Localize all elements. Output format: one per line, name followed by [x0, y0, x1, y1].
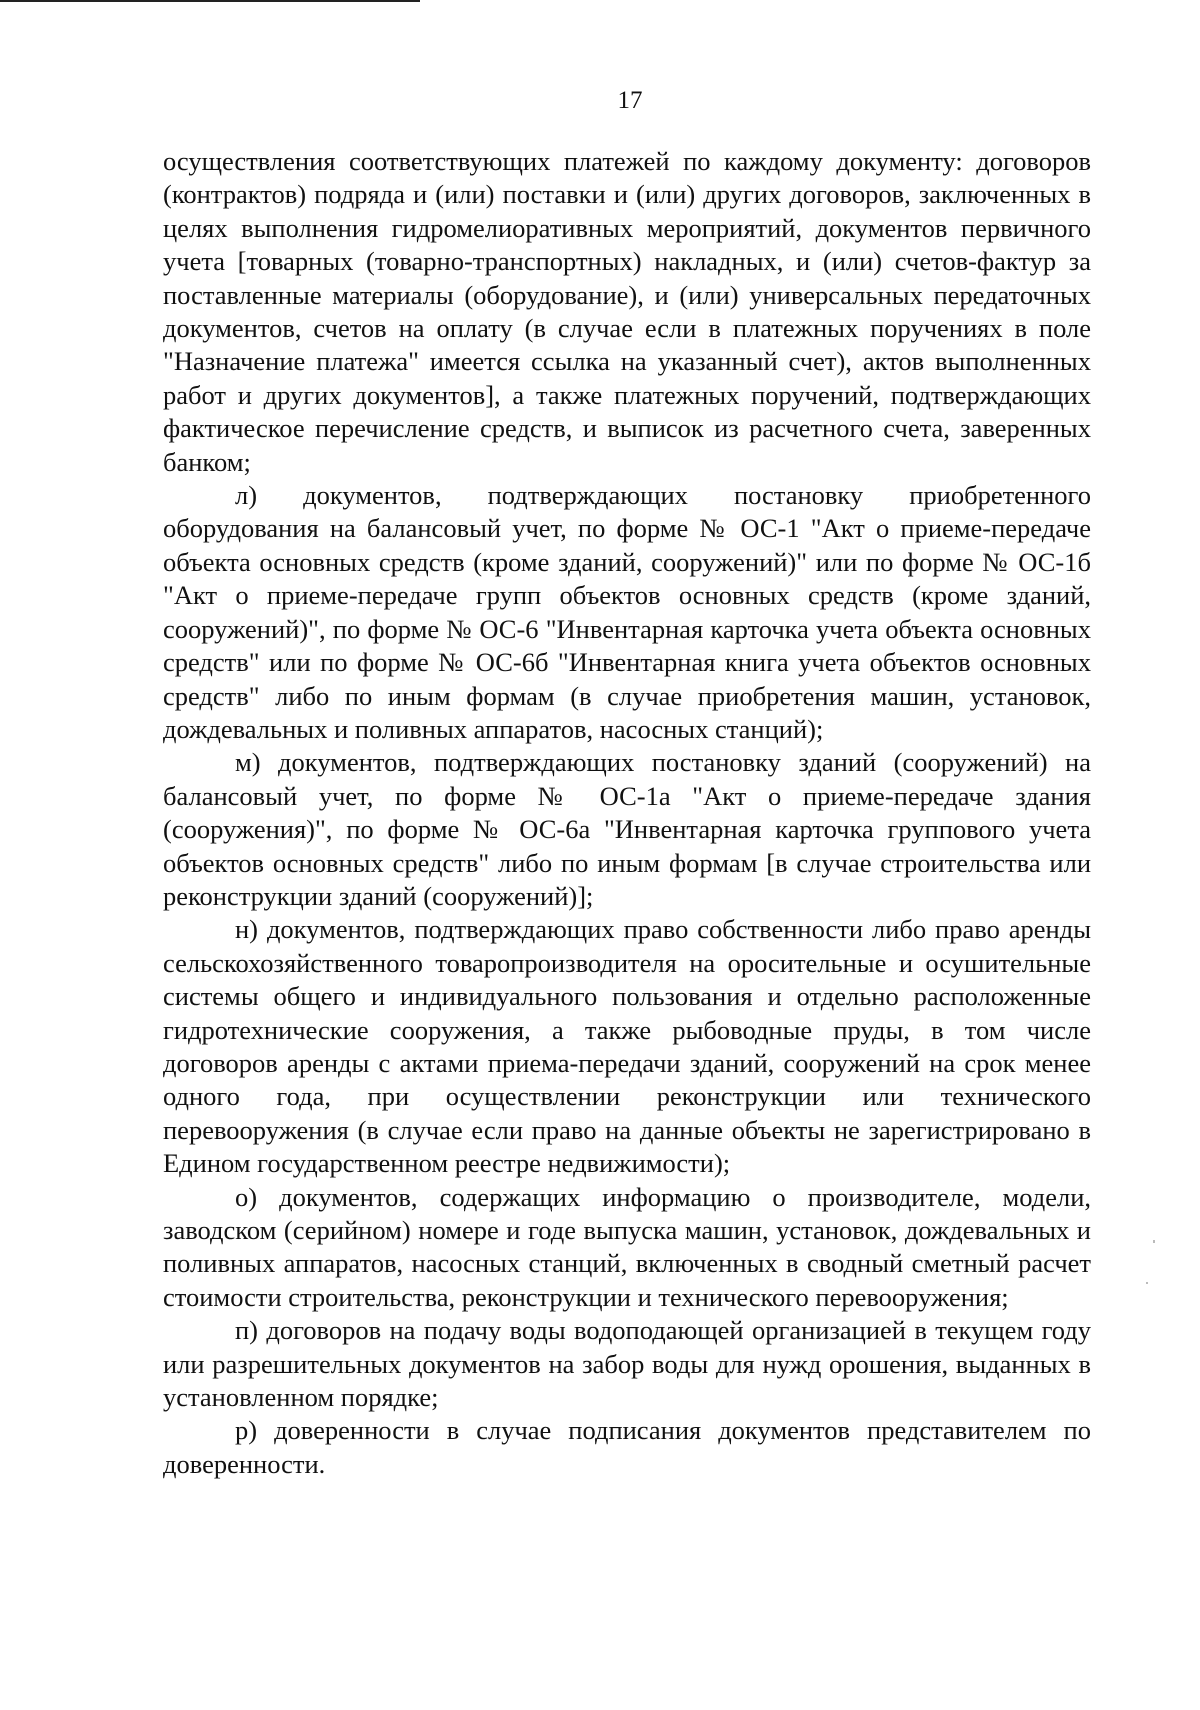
document-body	[163, 145, 1091, 1481]
top-edge-rule	[0, 0, 420, 2]
paragraph-item-p: п) договоров на подачу воды водоподающей организацией в текущем году или разрешительных документов на забор воды для нужд орошения, выданных в установленном порядке;	[163, 1315, 1091, 1413]
paragraph-item-o: о) документов, содержащих информацию о производителе, модели, заводском (серийном) номере и годе выпуска машин, установок, дождевальных и поливных аппаратов, насосных станций, включенных в сводный сметный расчет стоимости строительства, реконструкции и технического перевооружения;	[163, 1181, 1091, 1312]
scan-speck-mark	[1153, 1240, 1155, 1243]
paragraph-item-m: м) документов, подтверждающих постановку зданий (сооружений) на балансовый учет, по форме № ОС-1а "Акт о приеме-передаче здания (сооружения)", по форме № ОС-6а "Инвентарная карточка группового учета объектов основных средств" либо по иным формам [в случае строительства или реконструкции зданий (сооружений)];	[163, 747, 1091, 911]
paragraph-continuation: осуществления соответствующих платежей по каждому документу: договоров (контрактов) подряда и (или) поставки и (или) других договоров, заключенных в целях выполнения гидромелиоративных мероприятий, документов первичного учета [товарных (товарно-транспортных) накладных, и (или) счетов-фактур за поставленные материалы (оборудование), и (или) универсальных передаточных документов, счетов на оплату (в случае если в платежных поручениях в поле "Назначение платежа" имеется ссылка на указанный счет), актов выполненных работ и других документов], а также платежных поручений, подтверждающих фактическое перечисление средств, и выписок из расчетного счета, заверенных банком;	[163, 146, 1091, 477]
page-number: 17	[617, 87, 643, 114]
paragraph-item-r: р) доверенности в случае подписания документов представителем по доверенности.	[163, 1415, 1091, 1479]
paragraph-item-l: л) документов, подтверждающих постановку приобретенного оборудования на балансовый учет, по форме № ОС-1 "Акт о приеме-передаче объекта основных средств (кроме зданий, сооружений)" или по форме № ОС-1б "Акт о приеме-передаче групп объектов основных средств (кроме зданий, сооружений)", по форме № ОС-6 "Инвентарная карточка учета объекта основных средств" или по форме № ОС-6б "Инвентарная книга учета объектов основных средств" либо по иным формам (в случае приобретения машин, установок, дождевальных и поливных аппаратов, насосных станций);	[163, 480, 1091, 744]
scan-speck-mark	[1146, 1282, 1148, 1284]
paragraph-item-n: н) документов, подтверждающих право собственности либо право аренды сельскохозяйственного товаропроизводителя на оросительные и осушительные системы общего и индивидуального пользования и отдельно расположенные гидротехнические сооружения, а также рыбоводные пруды, в том числе договоров аренды с актами приема-передачи зданий, сооружений на срок менее одного года, при осуществлении реконструкции или технического перевооружения (в случае если право на данные объекты не зарегистрировано в Едином государственном реестре недвижимости);	[163, 914, 1091, 1179]
